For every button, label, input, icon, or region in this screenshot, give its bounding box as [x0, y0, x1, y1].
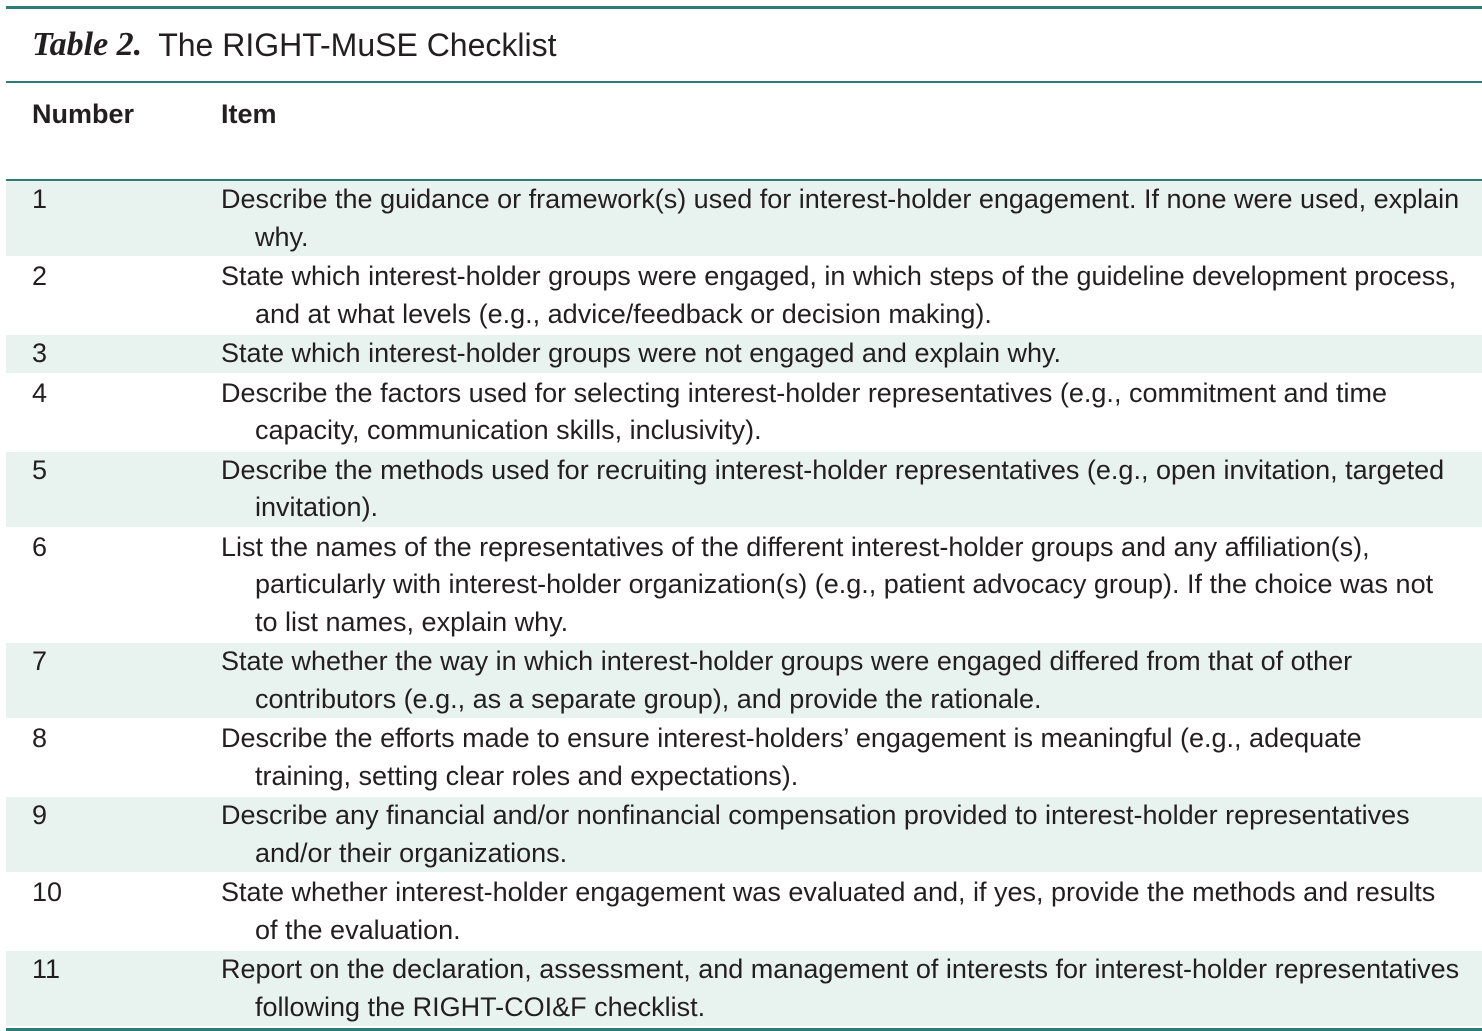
table-row — [6, 796, 1482, 873]
checklist-body — [6, 181, 1482, 1027]
row-number: 10 — [6, 873, 221, 950]
row-number: 3 — [6, 334, 221, 374]
table-row — [6, 528, 1482, 643]
row-item: State whether the way in which interest-holder groups were engaged differed from that of other contributors (e.g., as a separate group), and provide the rationale. — [221, 642, 1482, 719]
row-number: 7 — [6, 642, 221, 719]
table-row — [6, 873, 1482, 950]
row-item: State whether interest-holder engagement was evaluated and, if yes, provide the methods and results of the evaluation. — [221, 873, 1482, 950]
row-number: 11 — [6, 950, 221, 1027]
table-row — [6, 374, 1482, 451]
table-row — [6, 719, 1482, 796]
row-item: Describe the factors used for selecting interest-holder representatives (e.g., commitment and time capacity, communication skills, inclusivity). — [221, 374, 1482, 451]
row-number: 9 — [6, 796, 221, 873]
row-number: 1 — [6, 181, 221, 257]
table-row — [6, 181, 1482, 257]
table-row — [6, 950, 1482, 1027]
table-label: Table 2. — [32, 26, 143, 63]
row-number: 5 — [6, 451, 221, 528]
table-row — [6, 257, 1482, 334]
table-title: The RIGHT-MuSE Checklist — [158, 26, 557, 63]
table-row — [6, 451, 1482, 528]
header-item: Item — [221, 99, 277, 129]
row-item: Describe the guidance or framework(s) used for interest-holder engagement. If none were used, explain why. — [221, 181, 1482, 257]
row-item: State which interest-holder groups were engaged, in which steps of the guideline development process, and at what levels (e.g., advice/feedback or decision making). — [221, 257, 1482, 334]
row-number: 8 — [6, 719, 221, 796]
row-item: Describe the efforts made to ensure interest-holders’ engagement is meaningful (e.g., adequate training, setting clear roles and expectations). — [221, 719, 1482, 796]
row-item: Report on the declaration, assessment, and management of interests for interest-holder representatives following the RIGHT-COI&F checklist. — [221, 950, 1482, 1027]
row-item: Describe any financial and/or nonfinancial compensation provided to interest-holder representatives and/or their organizations. — [221, 796, 1482, 873]
row-number: 2 — [6, 257, 221, 334]
row-item: List the names of the representatives of the different interest-holder groups and any affiliation(s), particularly with interest-holder organization(s) (e.g., patient advocacy group). If the choice was not to list names, explain why. — [221, 528, 1482, 643]
header-number: Number — [32, 99, 135, 129]
row-number: 4 — [6, 374, 221, 451]
checklist-table — [6, 181, 1482, 1028]
table-row — [6, 334, 1482, 374]
table-container — [6, 6, 1482, 1031]
table-header — [6, 83, 1482, 181]
row-item: Describe the methods used for recruiting interest-holder representatives (e.g., open invitation, targeted invitation). — [221, 451, 1482, 528]
table-caption — [6, 9, 1482, 81]
row-number: 6 — [6, 528, 221, 643]
row-item: State which interest-holder groups were not engaged and explain why. — [221, 334, 1482, 374]
table-row — [6, 642, 1482, 719]
